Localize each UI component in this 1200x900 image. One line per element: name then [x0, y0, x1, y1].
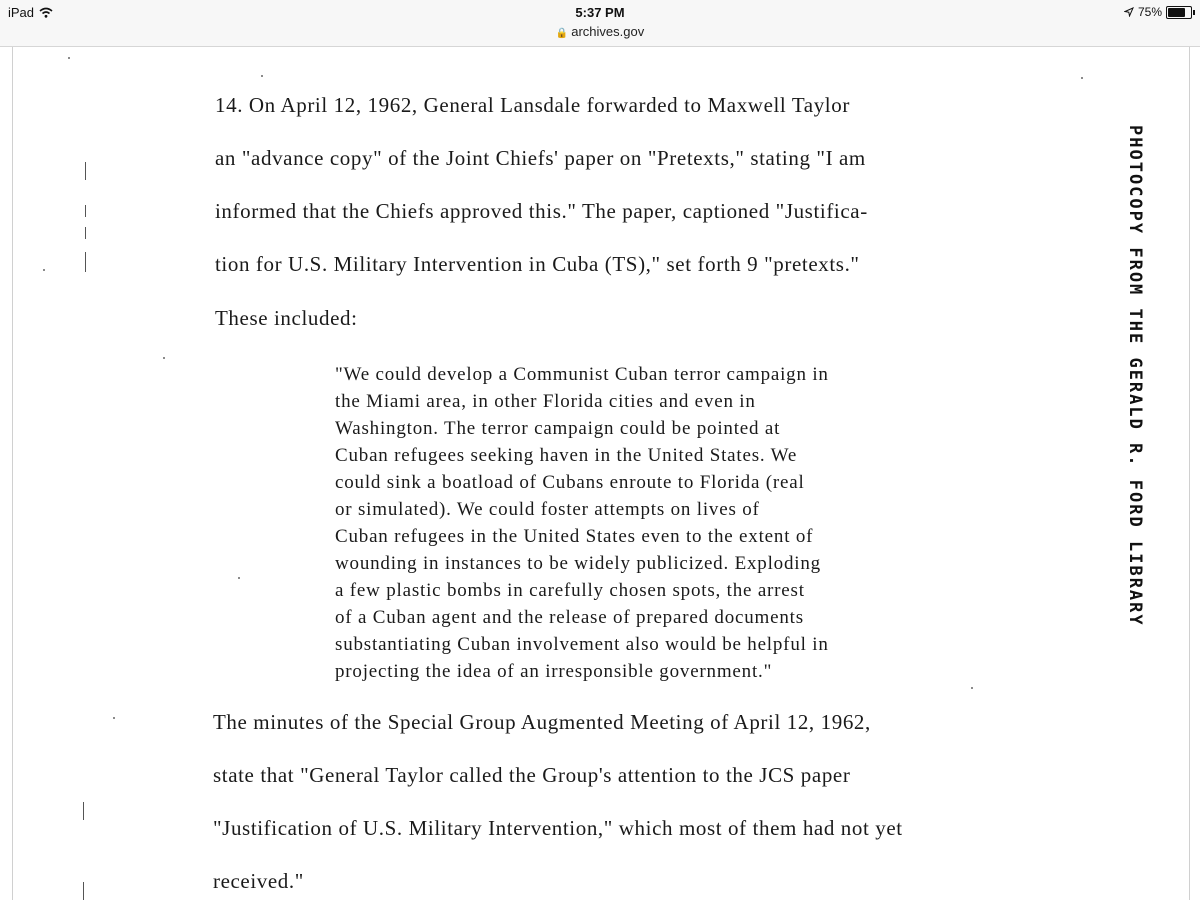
quote-line: "We could develop a Communist Cuban terror campaign in: [335, 364, 829, 385]
quote-line: wounding in instances to be widely publicized. Exploding: [335, 553, 821, 574]
quote-line: Cuban refugees seeking haven in the United States. We: [335, 445, 798, 466]
scanned-document: [13, 47, 1189, 900]
margin-mark: [85, 162, 86, 180]
scan-speck: [1081, 77, 1083, 79]
scan-speck: [238, 577, 240, 579]
minutes-line-4: received.": [213, 869, 304, 893]
battery-icon: [1166, 6, 1192, 19]
quote-line: Cuban refugees in the United States even to the extent of: [335, 526, 814, 547]
margin-mark: [85, 252, 86, 272]
quote-line: could sink a boatload of Cubans enroute to Florida (real: [335, 472, 805, 493]
quote-line: or simulated). We could foster attempts on lives of: [335, 499, 760, 520]
quote-line: substantiating Cuban involvement also would be helpful in: [335, 634, 829, 655]
margin-mark: [83, 882, 84, 900]
device-label: iPad: [8, 5, 35, 20]
document-page[interactable]: [12, 47, 1190, 900]
paragraph-14-line-2: an "advance copy" of the Joint Chiefs' paper on "Pretexts," stating "I am: [215, 146, 866, 170]
scan-speck: [163, 357, 165, 359]
margin-mark: [85, 205, 86, 217]
minutes-line-2: state that "General Taylor called the Group's attention to the JCS paper: [213, 763, 851, 787]
location-arrow-icon: [1124, 7, 1134, 17]
scan-speck: [113, 717, 115, 719]
paragraph-14-line-5: These included:: [215, 306, 358, 330]
address-bar[interactable]: [0, 24, 1200, 39]
quote-line: of a Cuban agent and the release of prepared documents: [335, 607, 804, 628]
margin-mark: [83, 802, 84, 820]
battery-level: [1168, 8, 1185, 17]
scan-speck: [261, 75, 263, 77]
quote-line: Washington. The terror campaign could be pointed at: [335, 418, 781, 439]
library-stamp: PHOTOCOPY FROM THE GERALD R. FORD LIBRARY: [1125, 125, 1145, 627]
clock: 5:37 PM: [575, 5, 625, 20]
margin-mark: [85, 227, 86, 239]
block-quote: [335, 361, 829, 685]
scan-speck: [68, 57, 70, 59]
paragraph-14-line-3: informed that the Chiefs approved this." The paper, captioned "Justifica-: [215, 199, 868, 223]
paragraph-14-line-4: tion for U.S. Military Intervention in Cuba (TS)," set forth 9 "pretexts.": [215, 252, 860, 276]
scan-speck: [971, 687, 973, 689]
quote-line: a few plastic bombs in carefully chosen spots, the arrest: [335, 580, 805, 601]
status-bar: [0, 0, 1200, 47]
minutes-line-1: The minutes of the Special Group Augmented Meeting of April 12, 1962,: [213, 710, 871, 734]
quote-line: the Miami area, in other Florida cities and even in: [335, 391, 756, 412]
paragraph-14-line-1: 14. On April 12, 1962, General Lansdale forwarded to Maxwell Taylor: [215, 93, 850, 117]
quote-line: projecting the idea of an irresponsible government.": [335, 661, 773, 682]
status-right: [1124, 5, 1192, 19]
scan-speck: [43, 269, 45, 271]
url-text: archives.gov: [571, 24, 645, 39]
minutes-line-3: "Justification of U.S. Military Intervention," which most of them had not yet: [213, 816, 903, 840]
lock-icon: 🔒: [555, 28, 569, 39]
battery-percent: 75%: [1137, 5, 1162, 19]
